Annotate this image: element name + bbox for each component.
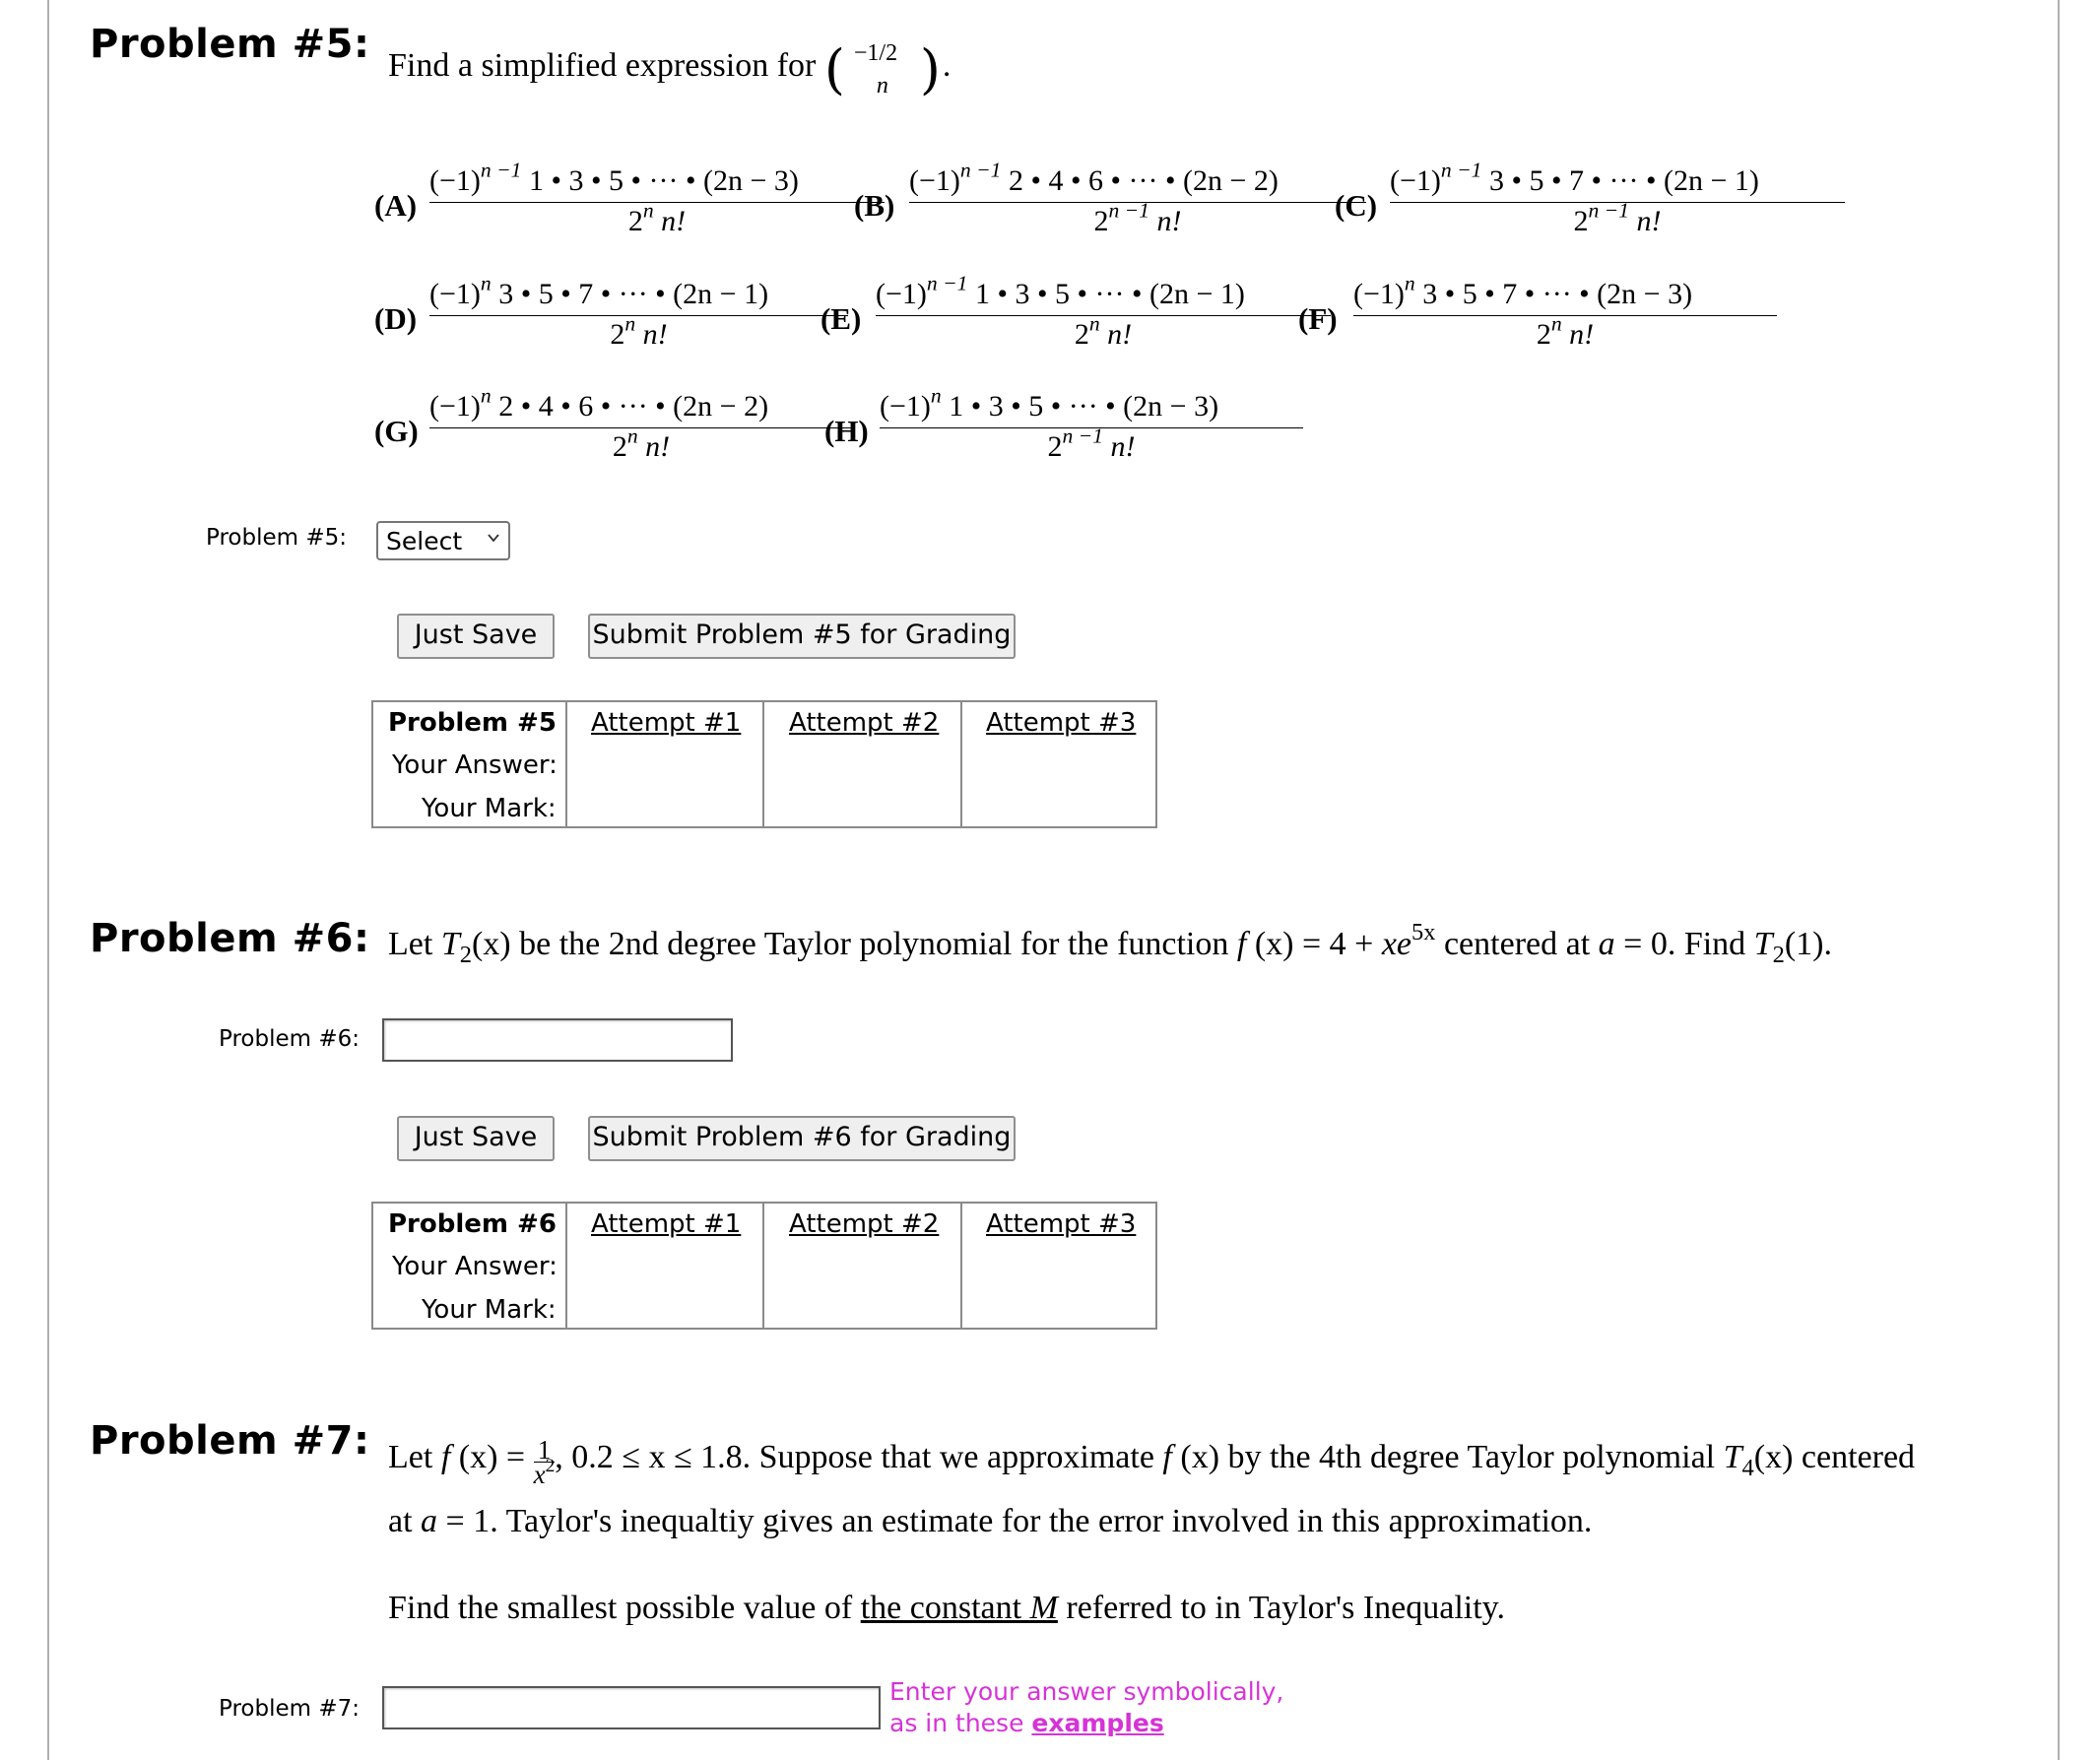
problem-5-field-label: Problem #5: (206, 525, 347, 551)
p7-text: Let (388, 1439, 441, 1475)
problem-5-select-value: Select (386, 527, 463, 555)
link-text: the constant (860, 1590, 1030, 1626)
problem-5-prompt-text: Find a simplified expression for (388, 47, 817, 84)
choice-a (374, 158, 888, 247)
answer-hint (889, 1676, 1283, 1739)
link-var: M (1029, 1590, 1058, 1626)
choice-fraction (1390, 158, 1845, 238)
binomial-coefficient: ( −1/2 n ) (823, 38, 941, 100)
p6-exponent: 5x (1411, 918, 1436, 945)
p7-text: = 1. Taylor's inequaltiy gives an estimate for the error involved in this approximation. (437, 1503, 1593, 1539)
p7-text: (x) by the 4th degree Taylor polynomial (1171, 1439, 1724, 1475)
attempt-3-link[interactable]: Attempt #3 (986, 1209, 1137, 1239)
choice-b (854, 158, 1370, 247)
choice-label: (E) (820, 301, 862, 336)
hint-line-1: Enter your answer symbolically, (889, 1677, 1284, 1706)
attempt-2-link[interactable]: Attempt #2 (789, 708, 940, 738)
problem-7-line-1 (388, 1435, 1916, 1489)
problem-6-answer-input[interactable] (382, 1018, 733, 1062)
p7-var: f (440, 1439, 451, 1475)
problem-5-select[interactable] (376, 521, 510, 560)
choice-label: (F) (1298, 301, 1338, 336)
choice-denominator: 2$^n$ n! (610, 311, 668, 351)
p7-text: Find the smallest possible value of (388, 1590, 861, 1626)
p7-frac-num: 1 (534, 1438, 556, 1463)
choice-fraction (909, 158, 1366, 238)
p7-sub: 4 (1741, 1454, 1754, 1481)
p6-text: (x) = 4 + (1246, 926, 1382, 962)
problem-5-prompt-period: . (942, 47, 952, 84)
binom-top: −1/2 (853, 40, 898, 66)
constant-M-link[interactable] (861, 1590, 1058, 1626)
problem-5-prompt (388, 38, 952, 100)
problem-7-field-label: Problem #7: (219, 1696, 360, 1722)
choice-numerator: $(-1)^n$ 2 • 4 • 6 • ··· • (2n − 2) (429, 383, 769, 423)
choice-g (374, 383, 857, 473)
choice-label: (D) (374, 301, 418, 336)
chevron-down-icon (487, 531, 500, 545)
choice-denominator: $2^{n -1}$ n! (1047, 424, 1136, 463)
problem-5-heading: Problem #5: (90, 22, 370, 67)
problem-7-heading: Problem #7: (90, 1418, 370, 1464)
choice-denominator: 2$^n$ n! (612, 424, 671, 463)
choice-numerator: $(-1)^n$ 1 • 3 • 5 • ··· • (2n − 3) (880, 383, 1219, 423)
choice-label: (G) (374, 414, 419, 448)
hint-line-2: as in these (889, 1709, 1032, 1737)
p7-text: (x) centered (1753, 1439, 1916, 1475)
choice-fraction (880, 383, 1303, 464)
choice-fraction (876, 271, 1331, 352)
choice-numerator: $(-1)^{n -1}$ 2 • 4 • 6 • ··· • (2n − 2) (909, 158, 1279, 197)
problem-6-heading: Problem #6: (90, 916, 370, 961)
choice-numerator: $(-1)^{n -1}$ 3 • 5 • 7 • ··· • (2n − 1) (1390, 158, 1759, 197)
choice-numerator: $(-1)^n$ 3 • 5 • 7 • ··· • (2n − 1) (429, 271, 769, 310)
p7-text: referred to in Taylor's Inequality. (1057, 1590, 1505, 1626)
binom-bottom: n (876, 73, 888, 98)
p6-text: centered at (1435, 926, 1599, 962)
p6-text: be the 2nd degree Taylor polynomial for the function (510, 926, 1237, 962)
problem-7-answer-input[interactable] (382, 1686, 881, 1729)
p6-text: (1). (1784, 926, 1832, 962)
problem-7-line-3 (388, 1590, 1505, 1627)
examples-link[interactable]: examples (1031, 1709, 1164, 1737)
problem-6-submit-button[interactable]: Submit Problem #6 for Grading (588, 1116, 1016, 1161)
p6-text: (x) (471, 926, 511, 962)
table-title: Problem #6 (388, 1209, 557, 1239)
choice-denominator: 2$^n$ n! (1074, 311, 1133, 351)
p6-var: T (1753, 926, 1773, 962)
choice-numerator: $(-1)^{n -1}$ 1 • 3 • 5 • ··· • (2n − 3) (429, 158, 799, 197)
p7-var: f (1162, 1439, 1172, 1475)
choice-numerator: $(-1)^n$ 3 • 5 • 7 • ··· • (2n − 3) (1353, 271, 1693, 310)
p6-sub: 2 (459, 941, 472, 968)
problem-5-submit-button[interactable]: Submit Problem #5 for Grading (588, 614, 1016, 659)
problem-6-attempts-table (371, 1202, 1157, 1330)
problem-6-prompt (388, 918, 1832, 968)
choice-denominator: $2^{n -1}$ n! (1093, 198, 1182, 237)
your-mark-label: Your Mark: (422, 1295, 557, 1325)
p6-var: f (1236, 926, 1247, 962)
choice-fraction (429, 271, 848, 352)
attempt-2-link[interactable]: Attempt #2 (789, 1209, 940, 1239)
attempt-1-link[interactable]: Attempt #1 (591, 1209, 742, 1239)
p6-text: = 0. Find (1614, 926, 1754, 962)
choice-e (820, 271, 1335, 360)
p7-frac-den: x (533, 1460, 546, 1489)
p6-var: xe (1381, 926, 1411, 962)
your-answer-label: Your Answer: (392, 750, 558, 780)
choice-fraction (429, 383, 853, 464)
p7-fraction (533, 1435, 556, 1489)
choice-denominator: $2^{n -1}$ n! (1573, 198, 1662, 237)
choice-denominator: 2$^n$ n! (627, 198, 687, 237)
p7-frac-exp: 2 (545, 1455, 556, 1476)
choice-c (1335, 158, 1849, 247)
problem-5-save-button[interactable]: Just Save (397, 614, 555, 659)
choice-f (1298, 271, 1781, 360)
choice-d (374, 271, 852, 360)
your-answer-label: Your Answer: (392, 1252, 558, 1281)
p7-var: a (421, 1503, 438, 1539)
problem-7-line-2 (388, 1503, 1592, 1540)
choice-denominator: 2$^n$ n! (1536, 311, 1595, 351)
attempt-1-link[interactable]: Attempt #1 (591, 708, 742, 738)
table-title: Problem #5 (388, 708, 557, 738)
choice-label: (A) (374, 188, 418, 223)
p7-text: at (388, 1503, 422, 1539)
p7-text: , 0.2 ≤ x ≤ 1.8. Suppose that we approximate (555, 1439, 1163, 1475)
choice-label: (H) (824, 414, 869, 448)
choice-label: (C) (1335, 188, 1378, 223)
p7-var: T (1723, 1439, 1742, 1475)
page-frame (47, 0, 2060, 1760)
choice-fraction (429, 158, 885, 238)
choice-h (824, 383, 1307, 473)
your-mark-label: Your Mark: (422, 794, 557, 823)
attempt-3-link[interactable]: Attempt #3 (986, 708, 1137, 738)
choice-label: (B) (854, 188, 895, 223)
problem-5-attempts-table (371, 700, 1157, 828)
p7-text: (x) = (450, 1439, 534, 1475)
choice-numerator: $(-1)^{n -1}$ 1 • 3 • 5 • ··· • (2n − 1) (876, 271, 1245, 310)
problem-6-save-button[interactable]: Just Save (397, 1116, 555, 1161)
p6-text: Let (388, 926, 441, 962)
problem-6-field-label: Problem #6: (219, 1026, 360, 1052)
p6-var: T (440, 926, 460, 962)
p6-sub: 2 (1772, 941, 1785, 968)
choice-fraction (1353, 271, 1777, 352)
p6-var: a (1598, 926, 1615, 962)
